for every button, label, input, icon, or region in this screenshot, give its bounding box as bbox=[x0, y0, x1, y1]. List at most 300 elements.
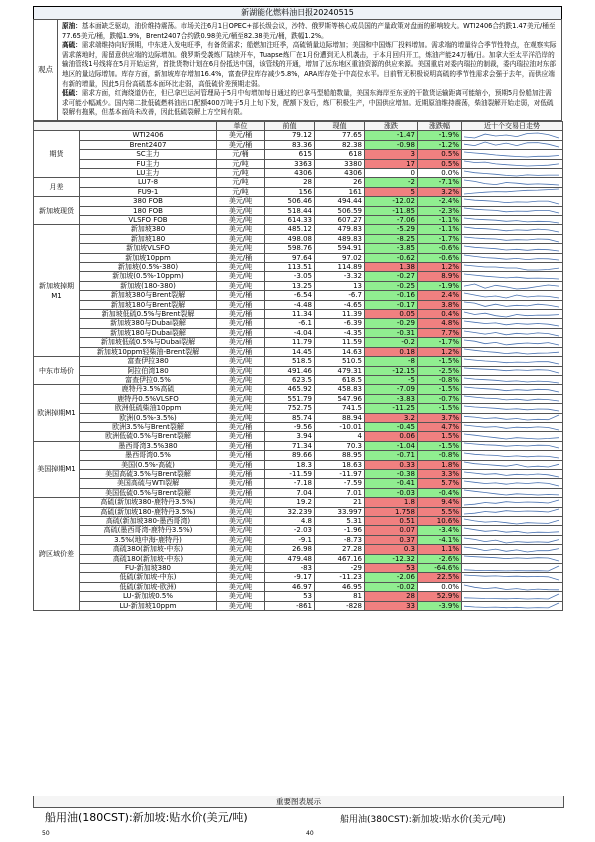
row-curr-value: 467.16 bbox=[315, 554, 365, 563]
sparkline-svg bbox=[462, 602, 561, 609]
trend-sparkline bbox=[462, 272, 563, 281]
sparkline-svg bbox=[462, 292, 561, 299]
sparkline-series bbox=[464, 152, 559, 157]
row-unit: 美元/吨 bbox=[217, 535, 265, 544]
row-change-pct: 9.4% bbox=[418, 498, 462, 507]
row-change: 53 bbox=[365, 564, 418, 573]
row-curr-value: -3.32 bbox=[315, 272, 365, 281]
row-curr-value: 33.997 bbox=[315, 507, 365, 516]
sparkline-svg bbox=[462, 518, 561, 525]
trend-sparkline bbox=[462, 253, 563, 262]
row-curr-value: -10.01 bbox=[315, 422, 365, 431]
row-curr-value: 26 bbox=[315, 178, 365, 187]
row-unit: 美元/吨 bbox=[217, 526, 265, 535]
trend-sparkline bbox=[462, 535, 563, 544]
row-curr-value: -8.73 bbox=[315, 535, 365, 544]
sparkline-series bbox=[464, 396, 559, 401]
sparkline-series bbox=[464, 237, 559, 242]
row-change-pct: 8.9% bbox=[418, 272, 462, 281]
table-row bbox=[34, 385, 563, 394]
row-change-pct: -0.4% bbox=[418, 488, 462, 497]
row-unit: 美元/桶 bbox=[217, 469, 265, 478]
row-change-pct: 3.7% bbox=[418, 413, 462, 422]
crude-view: 原油：基本面缺乏驱动，油价维持震荡。市场关注6月1日OPEC+部长级会议，沙特、俄罗斯等核心成员国的产量政策对盘面的影响较大。WTI2406合约跌1.47美元/桶至77.65美元/桶，跌幅1.9%，Brent2407合约跌0.98美元/桶至82.38美元/桶，跌幅1.2%。 bbox=[62, 22, 556, 40]
trend-sparkline bbox=[462, 366, 563, 375]
row-unit: 美元/吨 bbox=[217, 263, 265, 272]
trend-sparkline bbox=[462, 338, 563, 347]
sparkline-svg bbox=[462, 160, 561, 167]
row-change: -0.62 bbox=[365, 253, 418, 262]
sparkline-svg bbox=[462, 452, 561, 459]
sparkline-svg bbox=[462, 141, 561, 148]
row-name: 高硫(新加坡380-墨西哥湾) bbox=[80, 517, 217, 526]
row-change: -8 bbox=[365, 357, 418, 366]
column-header: 近十个交易日走势 bbox=[462, 121, 563, 130]
row-unit: 美元/吨 bbox=[217, 573, 265, 582]
row-prev-value: 19.2 bbox=[265, 498, 315, 507]
table-row bbox=[34, 582, 563, 591]
sparkline-svg bbox=[462, 565, 561, 572]
sparkline-svg bbox=[462, 386, 561, 393]
row-change-pct: -1.9% bbox=[418, 281, 462, 290]
table-row bbox=[34, 366, 563, 375]
sparkline-series bbox=[464, 378, 559, 383]
row-curr-value: 479.31 bbox=[315, 366, 365, 375]
row-unit: 美元/吨 bbox=[217, 498, 265, 507]
table-row bbox=[34, 441, 563, 450]
table-row bbox=[34, 432, 563, 441]
row-prev-value: 89.66 bbox=[265, 451, 315, 460]
row-change-pct: 1.2% bbox=[418, 347, 462, 356]
trend-sparkline bbox=[462, 140, 563, 149]
row-change: -12.02 bbox=[365, 197, 418, 206]
row-change-pct: 5.5% bbox=[418, 507, 462, 516]
table-row bbox=[34, 159, 563, 168]
trend-sparkline bbox=[462, 404, 563, 413]
row-curr-value: 7.01 bbox=[315, 488, 365, 497]
row-name: 美国高硫与WTI裂解 bbox=[80, 479, 217, 488]
row-unit: 美元/桶 bbox=[217, 310, 265, 319]
row-change: -3.85 bbox=[365, 244, 418, 253]
row-unit: 美元/桶 bbox=[217, 460, 265, 469]
row-change-pct: 0.5% bbox=[418, 159, 462, 168]
sparkline-series bbox=[464, 547, 559, 552]
row-prev-value: 551.79 bbox=[265, 394, 315, 403]
sparkline-series bbox=[464, 406, 559, 411]
table-row bbox=[34, 168, 563, 177]
row-prev-value: 4.8 bbox=[265, 517, 315, 526]
row-change: -0.29 bbox=[365, 319, 418, 328]
table-row bbox=[34, 197, 563, 206]
sparkline-svg bbox=[462, 442, 561, 449]
row-unit: 美元/吨 bbox=[217, 272, 265, 281]
row-prev-value: 752.75 bbox=[265, 404, 315, 413]
sparkline-svg bbox=[462, 179, 561, 186]
row-curr-value: 607.27 bbox=[315, 216, 365, 225]
row-prev-value: -9.56 bbox=[265, 422, 315, 431]
row-unit: 美元/桶 bbox=[217, 488, 265, 497]
row-curr-value: 510.5 bbox=[315, 357, 365, 366]
sparkline-series bbox=[464, 538, 559, 543]
row-prev-value: 11.34 bbox=[265, 310, 315, 319]
row-unit: 美元/桶 bbox=[217, 140, 265, 149]
trend-sparkline bbox=[462, 601, 563, 610]
trend-sparkline bbox=[462, 234, 563, 243]
group-label: 新加坡掉期M1 bbox=[34, 225, 80, 357]
row-change: -11.25 bbox=[365, 404, 418, 413]
row-unit: 美元/吨 bbox=[217, 216, 265, 225]
row-change-pct: 3.2% bbox=[418, 187, 462, 196]
sparkline-svg bbox=[462, 236, 561, 243]
sparkline-series bbox=[464, 566, 559, 571]
row-curr-value: 547.96 bbox=[315, 394, 365, 403]
charts-section-title: 重要图表展示 bbox=[33, 796, 564, 808]
row-change: 0.06 bbox=[365, 432, 418, 441]
row-name: 高硫380(新加坡-中东) bbox=[80, 545, 217, 554]
sparkline-series bbox=[464, 180, 559, 185]
table-row bbox=[34, 310, 563, 319]
row-curr-value: -11.23 bbox=[315, 573, 365, 582]
row-change-pct: 3.8% bbox=[418, 300, 462, 309]
table-row bbox=[34, 592, 563, 601]
table-row bbox=[34, 178, 563, 187]
sparkline-series bbox=[464, 490, 559, 495]
sparkline-series bbox=[464, 434, 559, 439]
row-curr-value: 13 bbox=[315, 281, 365, 290]
row-change: -5 bbox=[365, 375, 418, 384]
sparkline-series bbox=[464, 142, 559, 147]
row-prev-value: 113.51 bbox=[265, 263, 315, 272]
row-unit: 元/吨 bbox=[217, 159, 265, 168]
header-blank bbox=[34, 121, 217, 130]
row-change: -7.06 bbox=[365, 216, 418, 225]
high-sulfur-view: 高硫：需求端维持向好预期，中东进入发电旺季，有备货需求；船燃加注旺季，高硫销量边际增加；美国和中国炼厂投料增加。需求端的增量待合季节性特点，在观察实际需求落地时，需留意供应端的边际增加。俄罗斯受袭炼厂陆续开车，Tuapse炼厂在1月份遭到无人机袭击，于本月回归开工，炼油产能24万桶/日。加拿大至太平洋沿岸的输油管线1号线将在5月开始运营，首批货物计划在6月份抵达中国，该管线的开通，增加了远东地区重油资源的供应来源。美国重启对委内瑞拉的制裁，委内瑞拉油对东部地区的量边际增加。库存方面，新加坡库存增加16.4%，富查伊拉库存减少5.8%，ARA库存处于中高位水平。目前暂无积极说明高硫的季节性需求会强于去年，而供应端有新的增量，因此5月份高硫基本面环比走弱，高低硫价差预期走弱。 bbox=[62, 41, 557, 88]
row-name: 富查伊拉0.5% bbox=[80, 375, 217, 384]
row-prev-value: -6.54 bbox=[265, 291, 315, 300]
row-name: 鹿特丹0.5%VLSFO bbox=[80, 394, 217, 403]
sparkline-series bbox=[464, 472, 559, 477]
trend-sparkline bbox=[462, 498, 563, 507]
row-unit: 美元/吨 bbox=[217, 366, 265, 375]
trend-sparkline bbox=[462, 300, 563, 309]
row-change: 1.758 bbox=[365, 507, 418, 516]
row-name: 低硫(新加坡-欧洲) bbox=[80, 582, 217, 591]
row-unit: 美元/吨 bbox=[217, 517, 265, 526]
column-header: 涨跌幅 bbox=[418, 121, 462, 130]
row-prev-value: -3.05 bbox=[265, 272, 315, 281]
row-curr-value: 97.02 bbox=[315, 253, 365, 262]
row-change-pct: 22.5% bbox=[418, 573, 462, 582]
sparkline-svg bbox=[462, 489, 561, 496]
sparkline-svg bbox=[462, 480, 561, 487]
row-unit: 美元/吨 bbox=[217, 375, 265, 384]
table-row bbox=[34, 545, 563, 554]
row-curr-value: -6.39 bbox=[315, 319, 365, 328]
row-prev-value: 623.5 bbox=[265, 375, 315, 384]
row-name: Brent2407 bbox=[80, 140, 217, 149]
sparkline-series bbox=[464, 368, 559, 373]
sparkline-svg bbox=[462, 330, 561, 337]
sparkline-svg bbox=[462, 584, 561, 591]
table-row bbox=[34, 225, 563, 234]
sparkline-series bbox=[464, 340, 559, 345]
row-name: SC主力 bbox=[80, 150, 217, 159]
row-change-pct: 1.5% bbox=[418, 432, 462, 441]
table-row bbox=[34, 140, 563, 149]
row-name: 新加坡10ppm bbox=[80, 253, 217, 262]
trend-sparkline bbox=[462, 488, 563, 497]
row-prev-value: -4.04 bbox=[265, 328, 315, 337]
row-change-pct: -1.9% bbox=[418, 131, 462, 140]
row-change: -0.45 bbox=[365, 422, 418, 431]
table-row bbox=[34, 564, 563, 573]
sparkline-series bbox=[464, 453, 559, 458]
row-change: -12.15 bbox=[365, 366, 418, 375]
row-unit: 美元/吨 bbox=[217, 545, 265, 554]
row-change: -8.25 bbox=[365, 234, 418, 243]
row-unit: 美元/桶 bbox=[217, 291, 265, 300]
trend-sparkline bbox=[462, 328, 563, 337]
row-change-pct: -3.9% bbox=[418, 601, 462, 610]
row-change-pct: -1.5% bbox=[418, 441, 462, 450]
row-change: -11.85 bbox=[365, 206, 418, 215]
sparkline-series bbox=[464, 556, 559, 561]
row-curr-value: 114.89 bbox=[315, 263, 365, 272]
row-unit: 美元/吨 bbox=[217, 592, 265, 601]
row-unit: 元/吨 bbox=[217, 178, 265, 187]
row-change: 3 bbox=[365, 150, 418, 159]
row-prev-value: 614.33 bbox=[265, 216, 315, 225]
table-header-row bbox=[34, 121, 563, 130]
trend-sparkline bbox=[462, 479, 563, 488]
table-row bbox=[34, 394, 563, 403]
row-name: 高硫180(新加坡-中东) bbox=[80, 554, 217, 563]
row-curr-value: 506.59 bbox=[315, 206, 365, 215]
sparkline-svg bbox=[462, 339, 561, 346]
trend-sparkline bbox=[462, 526, 563, 535]
row-unit: 美元/吨 bbox=[217, 281, 265, 290]
row-unit: 美元/吨 bbox=[217, 244, 265, 253]
row-curr-value: 161 bbox=[315, 187, 365, 196]
row-change: 0.51 bbox=[365, 517, 418, 526]
row-change-pct: 5.7% bbox=[418, 479, 462, 488]
sparkline-svg bbox=[462, 471, 561, 478]
row-name: 欧洲(0.5%-3.5%) bbox=[80, 413, 217, 422]
table-row bbox=[34, 451, 563, 460]
table-row bbox=[34, 460, 563, 469]
sparkline-svg bbox=[462, 198, 561, 205]
row-prev-value: 85.74 bbox=[265, 413, 315, 422]
row-prev-value: -7.18 bbox=[265, 479, 315, 488]
row-change-pct: -1.5% bbox=[418, 385, 462, 394]
row-prev-value: 518.5 bbox=[265, 357, 315, 366]
sparkline-series bbox=[464, 227, 559, 232]
sparkline-svg bbox=[462, 424, 561, 431]
row-change-pct: -0.7% bbox=[418, 394, 462, 403]
row-name: 新加坡(0.5%-380) bbox=[80, 263, 217, 272]
table-row bbox=[34, 328, 563, 337]
row-prev-value: 491.46 bbox=[265, 366, 315, 375]
row-curr-value: 11.59 bbox=[315, 338, 365, 347]
trend-sparkline bbox=[462, 263, 563, 272]
row-name: 380 FOB bbox=[80, 197, 217, 206]
sparkline-series bbox=[464, 415, 559, 420]
row-change: 5 bbox=[365, 187, 418, 196]
row-change: 0.05 bbox=[365, 310, 418, 319]
row-name: LU-新加坡10ppm bbox=[80, 601, 217, 610]
row-curr-value: 11.39 bbox=[315, 310, 365, 319]
row-change: -1.04 bbox=[365, 441, 418, 450]
row-change: 33 bbox=[365, 601, 418, 610]
row-prev-value: 7.04 bbox=[265, 488, 315, 497]
row-name: 新加坡低硫0.5%与Brent裂解 bbox=[80, 310, 217, 319]
row-change-pct: 0.0% bbox=[418, 168, 462, 177]
row-name: 美国(0.5%-高硫) bbox=[80, 460, 217, 469]
trend-sparkline bbox=[462, 413, 563, 422]
row-prev-value: -83 bbox=[265, 564, 315, 573]
sparkline-svg bbox=[462, 207, 561, 214]
trend-sparkline bbox=[462, 187, 563, 196]
row-unit: 美元/桶 bbox=[217, 347, 265, 356]
row-change: 1.8 bbox=[365, 498, 418, 507]
table-row bbox=[34, 234, 563, 243]
row-curr-value: 14.63 bbox=[315, 347, 365, 356]
table-row bbox=[34, 375, 563, 384]
row-name: 新加坡380与Brent裂解 bbox=[80, 291, 217, 300]
row-change: -2.06 bbox=[365, 573, 418, 582]
row-name: 新加坡低硫0.5%与Dubai裂解 bbox=[80, 338, 217, 347]
group-label: 月差 bbox=[34, 178, 80, 197]
row-curr-value: 77.65 bbox=[315, 131, 365, 140]
row-name: 新加坡(0.5%-10ppm) bbox=[80, 272, 217, 281]
row-name: 鹿特丹3.5%高硫 bbox=[80, 385, 217, 394]
group-label: 中东市场价 bbox=[34, 357, 80, 385]
trend-sparkline bbox=[462, 441, 563, 450]
row-unit: 美元/吨 bbox=[217, 582, 265, 591]
row-curr-value: 88.94 bbox=[315, 413, 365, 422]
sparkline-series bbox=[464, 349, 559, 354]
row-curr-value: 618 bbox=[315, 150, 365, 159]
trend-sparkline bbox=[462, 460, 563, 469]
row-change-pct: -1.7% bbox=[418, 234, 462, 243]
table-row bbox=[34, 601, 563, 610]
row-prev-value: 3.94 bbox=[265, 432, 315, 441]
row-change-pct: 4.7% bbox=[418, 422, 462, 431]
row-curr-value: 21 bbox=[315, 498, 365, 507]
trend-sparkline bbox=[462, 244, 563, 253]
row-name: VLSFO FOB bbox=[80, 216, 217, 225]
sparkline-series bbox=[464, 208, 559, 213]
row-change: -7.09 bbox=[365, 385, 418, 394]
row-prev-value: 4306 bbox=[265, 168, 315, 177]
column-header: 前值 bbox=[265, 121, 315, 130]
row-change-pct: 52.9% bbox=[418, 592, 462, 601]
trend-sparkline bbox=[462, 178, 563, 187]
row-unit: 美元/吨 bbox=[217, 554, 265, 563]
row-change: 0.33 bbox=[365, 460, 418, 469]
row-name: 富查伊拉380 bbox=[80, 357, 217, 366]
row-name: 低硫(新加坡-中东) bbox=[80, 573, 217, 582]
sparkline-series bbox=[464, 274, 559, 279]
table-row bbox=[34, 244, 563, 253]
sparkline-series bbox=[464, 594, 559, 599]
row-change-pct: -4.1% bbox=[418, 535, 462, 544]
row-unit: 元/桶 bbox=[217, 150, 265, 159]
table-row bbox=[34, 535, 563, 544]
chart-tick-left: 50 bbox=[42, 830, 50, 837]
trend-sparkline bbox=[462, 517, 563, 526]
row-change-pct: 4.8% bbox=[418, 319, 462, 328]
sparkline-svg bbox=[462, 170, 561, 177]
row-curr-value: -1.96 bbox=[315, 526, 365, 535]
table-row bbox=[34, 263, 563, 272]
row-unit: 美元/桶 bbox=[217, 319, 265, 328]
sparkline-svg bbox=[462, 320, 561, 327]
sparkline-svg bbox=[462, 311, 561, 318]
trend-sparkline bbox=[462, 394, 563, 403]
row-change: -0.25 bbox=[365, 281, 418, 290]
sparkline-series bbox=[464, 161, 559, 166]
row-change: -5.29 bbox=[365, 225, 418, 234]
row-name: 新加坡380与Dubai裂解 bbox=[80, 319, 217, 328]
row-curr-value: 70.3 bbox=[315, 441, 365, 450]
sparkline-series bbox=[464, 528, 559, 533]
table-row bbox=[34, 498, 563, 507]
sparkline-svg bbox=[462, 264, 561, 271]
trend-sparkline bbox=[462, 281, 563, 290]
trend-sparkline bbox=[462, 582, 563, 591]
sparkline-svg bbox=[462, 555, 561, 562]
row-curr-value: 82.38 bbox=[315, 140, 365, 149]
row-name: 欧洲低硫柴油10ppm bbox=[80, 404, 217, 413]
trend-sparkline bbox=[462, 573, 563, 582]
views-label: 观点 bbox=[34, 20, 58, 121]
row-unit: 美元/吨 bbox=[217, 394, 265, 403]
row-prev-value: -9.17 bbox=[265, 573, 315, 582]
sparkline-series bbox=[464, 462, 559, 467]
trend-sparkline bbox=[462, 159, 563, 168]
row-curr-value: 494.44 bbox=[315, 197, 365, 206]
table-row bbox=[34, 319, 563, 328]
sparkline-svg bbox=[462, 367, 561, 374]
row-change: -0.2 bbox=[365, 338, 418, 347]
table-row bbox=[34, 526, 563, 535]
sparkline-svg bbox=[462, 433, 561, 440]
row-name: 美国低硫0.5%与Brent裂解 bbox=[80, 488, 217, 497]
row-change: -0.71 bbox=[365, 451, 418, 460]
trend-sparkline bbox=[462, 432, 563, 441]
table-row bbox=[34, 272, 563, 281]
column-header: 现值 bbox=[315, 121, 365, 130]
table-row bbox=[34, 150, 563, 159]
row-change-pct: 7.7% bbox=[418, 328, 462, 337]
row-change-pct: -2.4% bbox=[418, 197, 462, 206]
table-row bbox=[34, 216, 563, 225]
row-prev-value: 14.45 bbox=[265, 347, 315, 356]
sparkline-svg bbox=[462, 593, 561, 600]
row-unit: 元/吨 bbox=[217, 187, 265, 196]
row-prev-value: 18.3 bbox=[265, 460, 315, 469]
row-prev-value: 479.48 bbox=[265, 554, 315, 563]
trend-sparkline bbox=[462, 206, 563, 215]
row-change: -0.38 bbox=[365, 469, 418, 478]
row-unit: 美元/吨 bbox=[217, 507, 265, 516]
row-curr-value: 3380 bbox=[315, 159, 365, 168]
row-unit: 美元/吨 bbox=[217, 564, 265, 573]
row-change-pct: -1.7% bbox=[418, 338, 462, 347]
row-name: 新加坡180与Brent裂解 bbox=[80, 300, 217, 309]
sparkline-svg bbox=[462, 499, 561, 506]
